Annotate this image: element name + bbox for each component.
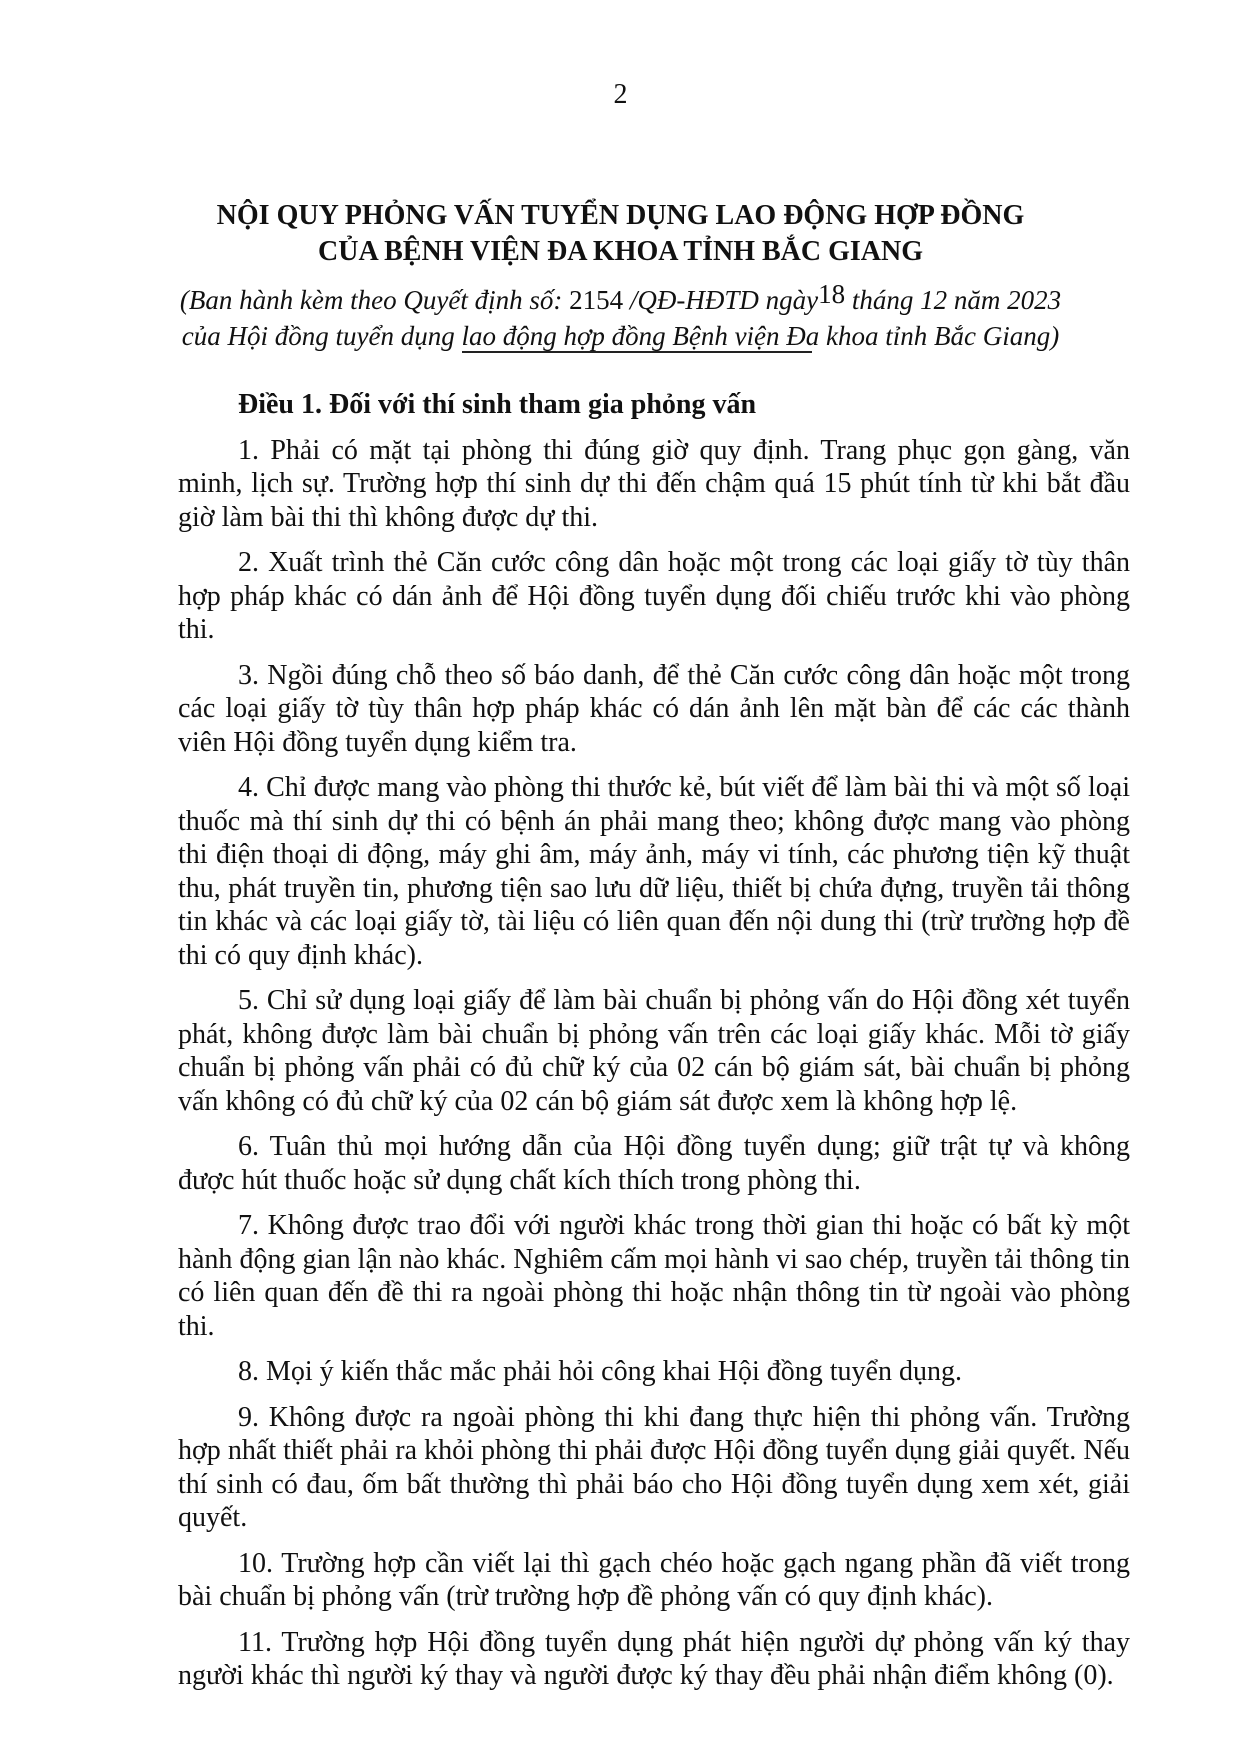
page-number: 2 bbox=[613, 79, 628, 110]
rule-item-11: 11. Trường hợp Hội đồng tuyển dụng phát hiện người dự phỏng vấn ký thay người khác thì người ký thay và người được ký thay đều phải nhận điểm không (0). bbox=[178, 1626, 1130, 1691]
subtitle-prefix: (Ban hành kèm theo Quyết định số: bbox=[179, 285, 570, 315]
rule-item-5: 5. Chỉ sử dụng loại giấy để làm bài chuẩn bị phỏng vấn do Hội đồng xét tuyển phát, không được làm bài chuẩn bị phỏng vấn trên các loại giấy khác. Mỗi tờ giấy chuẩn bị phỏng vấn phải có đủ chữ ký của 02 cán bộ giám sát, bài chuẩn bị phỏng vấn không có đủ chữ ký của 02 cán bộ giám sát được xem là không hợp lệ. bbox=[178, 985, 1130, 1117]
subtitle-line-1 bbox=[0, 279, 1241, 318]
document-subtitle bbox=[0, 279, 1241, 354]
document-title bbox=[0, 198, 1241, 270]
decision-day: 18 bbox=[818, 279, 846, 309]
rule-item-1: 1. Phải có mặt tại phòng thi đúng giờ quy định. Trang phục gọn gàng, văn minh, lịch sự. Trường hợp thí sinh dự thi đến chậm quá 15 phút tính từ khi bắt đầu giờ làm bài thi thì không được dự thi. bbox=[178, 434, 1130, 533]
rule-item-9: 9. Không được ra ngoài phòng thi khi đang thực hiện thi phỏng vấn. Trường hợp nhất thiết phải ra khỏi phòng thi phải được Hội đồng tuyển dụng giải quyết. Nếu thí sinh có đau, ốm bất thường thì phải báo cho Hội đồng tuyển dụng xem xét, giải quyết. bbox=[178, 1401, 1130, 1533]
rule-item-8: 8. Mọi ý kiến thắc mắc phải hỏi công khai Hội đồng tuyển dụng. bbox=[238, 1356, 962, 1387]
rule-item-6: 6. Tuân thủ mọi hướng dẫn của Hội đồng tuyển dụng; giữ trật tự và không được hút thuốc hoặc sử dụng chất kích thích trong phòng thi. bbox=[178, 1131, 1130, 1196]
article-heading: Điều 1. Đối với thí sinh tham gia phỏng vấn bbox=[238, 389, 757, 420]
decision-number: 2154 bbox=[569, 285, 624, 315]
decision-code: /QĐ-HĐTD ngày bbox=[623, 285, 819, 315]
document-title-line-2: CỦA BỆNH VIỆN ĐA KHOA TỈNH BẮC GIANG bbox=[318, 236, 923, 267]
rule-item-4: 4. Chỉ được mang vào phòng thi thước kẻ, bút viết để làm bài thi và một số loại thuốc mà thí sinh dự thi có bệnh án phải mang theo; không được mang vào phòng thi điện thoại di động, máy ghi âm, máy ảnh, máy vi tính, các phương tiện kỹ thuật thu, phát truyền tin, phương tiện sao lưu dữ liệu, thiết bị chứa đựng, truyền tải thông tin khác và các loại giấy tờ, tài liệu có liên quan đến nội dung thi (trừ trường hợp đề thi có quy định khác). bbox=[178, 772, 1130, 971]
subtitle-line-2: của Hội đồng tuyển dụng lao động hợp đồng Bệnh viện Đa khoa tỉnh Bắc Giang) bbox=[181, 321, 1060, 351]
rule-item-10: 10. Trường hợp cần viết lại thì gạch chéo hoặc gạch ngang phần đã viết trong bài chuẩn bị phỏng vấn (trừ trường hợp đề phỏng vấn có quy định khác). bbox=[178, 1547, 1130, 1612]
rule-item-2: 2. Xuất trình thẻ Căn cước công dân hoặc một trong các loại giấy tờ tùy thân hợp pháp khác có dán ảnh để Hội đồng tuyển dụng đối chiếu trước khi vào phòng thi. bbox=[178, 547, 1130, 645]
document-body bbox=[178, 388, 1130, 1705]
document-title-line-1: NỘI QUY PHỎNG VẤN TUYỂN DỤNG LAO ĐỘNG HỢP ĐỒNG bbox=[216, 200, 1025, 231]
decision-month-year: tháng 12 năm 2023 bbox=[845, 285, 1062, 315]
subtitle-underline bbox=[462, 351, 812, 353]
rule-item-7: 7. Không được trao đổi với người khác trong thời gian thi hoặc có bất kỳ một hành động gian lận nào khác. Nghiêm cấm mọi hành vi sao chép, truyền tải thông tin có liên quan đến đề thi ra ngoài phòng thi hoặc nhận thông tin từ ngoài vào phòng thi. bbox=[178, 1210, 1130, 1342]
rule-item-3: 3. Ngồi đúng chỗ theo số báo danh, để thẻ Căn cước công dân hoặc một trong các loại giấy tờ tùy thân hợp pháp khác có dán ảnh lên mặt bàn để các các thành viên Hội đồng tuyển dụng kiểm tra. bbox=[178, 659, 1130, 758]
